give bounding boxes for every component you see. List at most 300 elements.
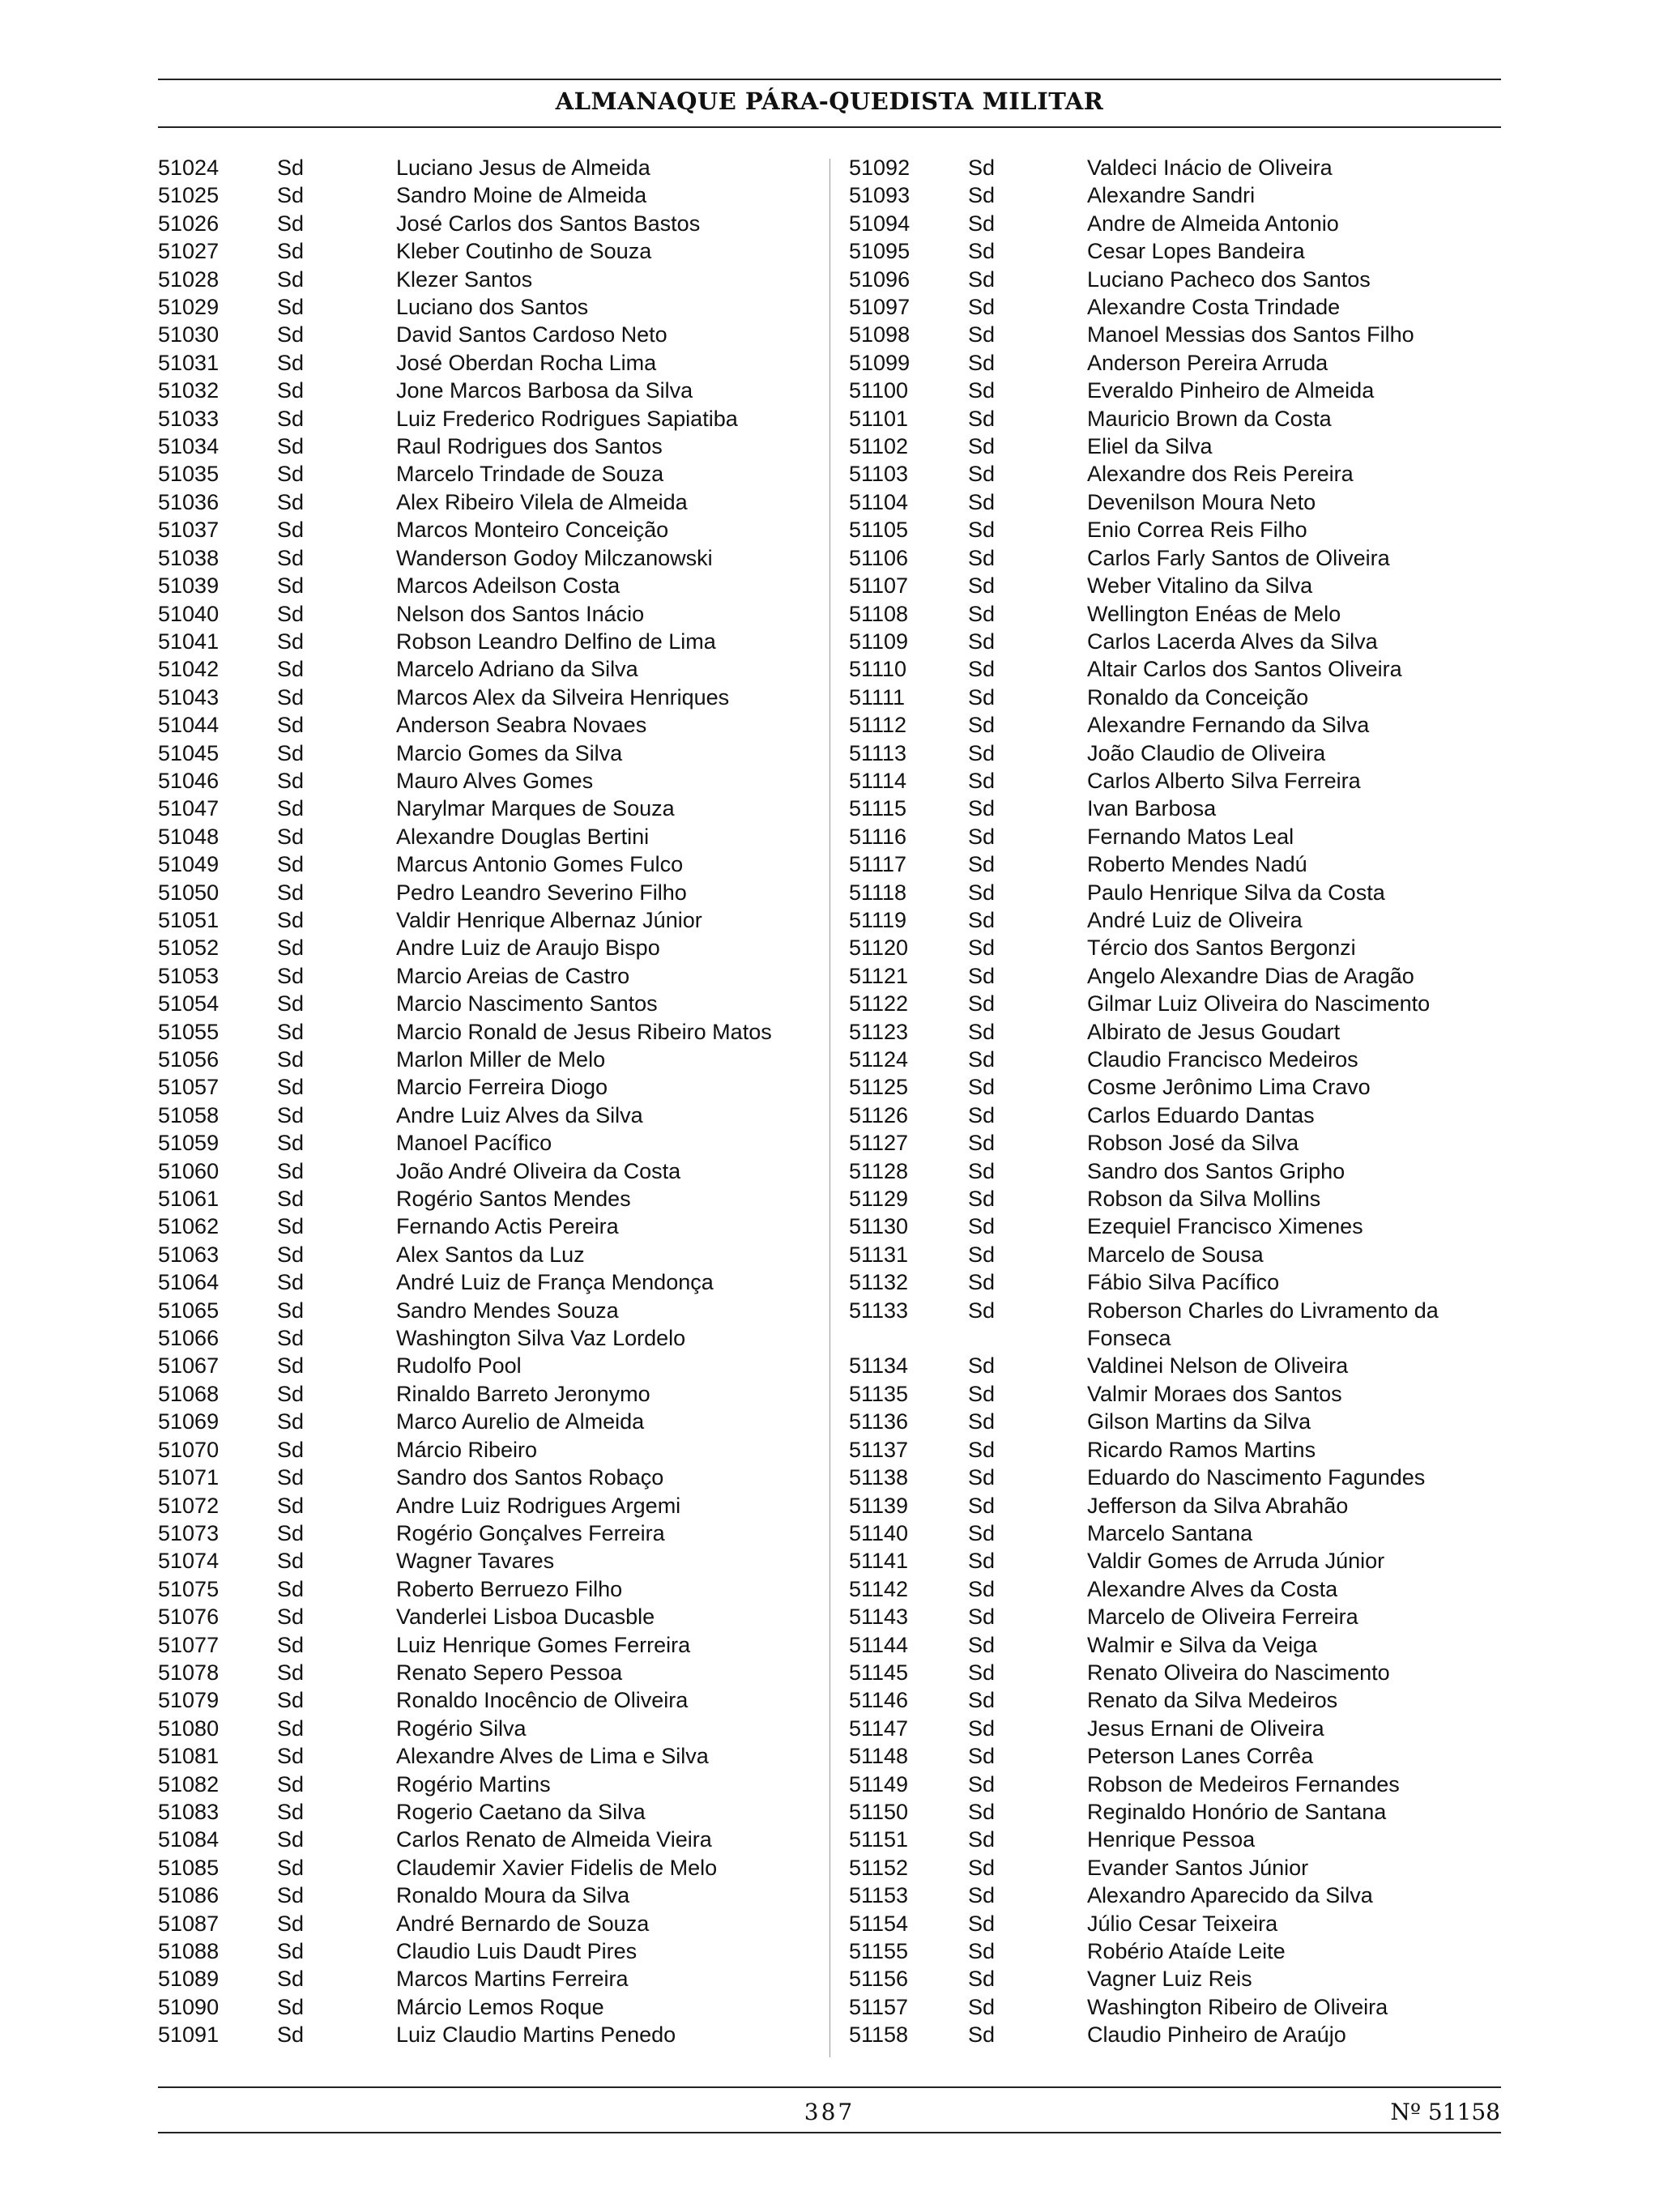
- roster-rank: Sd: [277, 211, 305, 236]
- header-rule-top: [158, 79, 1501, 80]
- roster-rank: Sd: [277, 1883, 305, 1908]
- roster-row: [158, 962, 822, 990]
- roster-number: 51150: [849, 1799, 909, 1824]
- roster-number: 51058: [158, 1102, 220, 1127]
- roster-row: [158, 1882, 822, 1909]
- roster-rank: Sd: [277, 239, 305, 264]
- roster-name: Manoel Pacífico: [396, 1131, 552, 1156]
- roster-number: 51061: [158, 1187, 220, 1212]
- roster-rank: Sd: [968, 1967, 996, 1992]
- roster-row: [158, 1352, 822, 1379]
- roster-name: Marcelo Trindade de Souza: [396, 462, 664, 487]
- roster-name: João Claudio de Oliveira: [1087, 740, 1326, 765]
- roster-row: [158, 433, 822, 460]
- roster-name: Luciano Pacheco dos Santos: [1087, 266, 1371, 292]
- roster-rank: Sd: [277, 1549, 305, 1574]
- roster-number: 51104: [849, 489, 909, 514]
- roster-name: Luciano Jesus de Almeida: [396, 156, 650, 180]
- roster-number: 51105: [849, 518, 909, 543]
- roster-number: 51059: [158, 1131, 220, 1156]
- roster-number: 51096: [849, 266, 911, 292]
- roster-number: 51041: [158, 629, 220, 654]
- roster-row: [158, 1268, 822, 1296]
- roster-rank: Sd: [968, 1549, 996, 1574]
- roster-row: [158, 1659, 822, 1686]
- roster-rank: Sd: [968, 573, 996, 599]
- roster-name: Ronaldo da Conceição: [1087, 684, 1309, 710]
- roster-number: 51065: [158, 1298, 220, 1323]
- roster-rank: Sd: [968, 545, 996, 570]
- roster-name: Alexandre Douglas Bertini: [396, 824, 650, 849]
- roster-rank: Sd: [277, 1994, 305, 2019]
- roster-row: [849, 1937, 1513, 1965]
- roster-rank: Sd: [968, 629, 996, 654]
- roster-number: 51122: [849, 991, 909, 1016]
- roster-number: 51153: [849, 1883, 909, 1908]
- roster-name: Luiz Claudio Martins Penedo: [396, 2022, 676, 2048]
- roster-number: 51043: [158, 684, 220, 710]
- roster-number: 51050: [158, 880, 220, 905]
- roster-row: [158, 154, 822, 181]
- roster-row: [849, 1798, 1513, 1826]
- roster-row: [158, 795, 822, 822]
- roster-name: Evander Santos Júnior: [1087, 1855, 1309, 1880]
- roster-name: Jefferson da Silva Abrahão: [1087, 1493, 1349, 1518]
- roster-name: Rinaldo Barreto Jeronymo: [396, 1381, 650, 1406]
- roster-name: Narylmar Marques de Souza: [396, 796, 675, 821]
- roster-name: Peterson Lanes Corrêa: [1087, 1744, 1314, 1769]
- roster-name: Cesar Lopes Bandeira: [1087, 239, 1305, 264]
- roster-row: [849, 1547, 1513, 1575]
- roster-number: 51144: [849, 1632, 909, 1657]
- roster-rank: Sd: [968, 322, 996, 347]
- roster-name: Alex Ribeiro Vilela de Almeida: [396, 489, 688, 514]
- roster-name: Alexandre Costa Trindade: [1087, 295, 1341, 320]
- roster-number: 51143: [849, 1605, 909, 1630]
- roster-rank: Sd: [277, 378, 305, 403]
- roster-rank: Sd: [277, 1576, 305, 1601]
- roster-rank: Sd: [968, 518, 996, 543]
- roster-name: José Oberdan Rocha Lima: [396, 350, 657, 375]
- roster-number: 51128: [849, 1158, 909, 1183]
- roster-rank: Sd: [968, 1799, 996, 1824]
- roster-row: [849, 628, 1513, 655]
- roster-row: [849, 293, 1513, 321]
- roster-number: 51137: [849, 1437, 909, 1462]
- roster-row: [849, 1686, 1513, 1714]
- roster-number: 51060: [158, 1158, 220, 1183]
- roster-rank: Sd: [277, 1019, 305, 1044]
- roster-number: 51131: [849, 1242, 909, 1267]
- roster-rank: Sd: [277, 1047, 305, 1072]
- roster-row: [158, 1380, 822, 1408]
- roster-rank: Sd: [968, 350, 996, 375]
- roster-rank: Sd: [968, 1771, 996, 1796]
- roster-name: Walmir e Silva da Veiga: [1087, 1632, 1318, 1657]
- roster-row: [849, 237, 1513, 265]
- roster-rank: Sd: [277, 907, 305, 932]
- roster-row: [849, 655, 1513, 683]
- roster-rank: Sd: [968, 1493, 996, 1518]
- roster-name: Pedro Leandro Severino Filho: [396, 880, 687, 905]
- roster-name: Wagner Tavares: [396, 1549, 555, 1574]
- roster-rank: Sd: [277, 322, 305, 347]
- roster-number: 51101: [849, 406, 909, 431]
- roster-number: 51127: [849, 1131, 909, 1156]
- roster-rank: Sd: [277, 1158, 305, 1183]
- roster-row: [849, 934, 1513, 961]
- roster-rank: Sd: [968, 768, 996, 793]
- roster-rank: Sd: [968, 156, 996, 180]
- roster-name: Robson Leandro Delfino de Lima: [396, 629, 716, 654]
- roster-number: 51053: [158, 963, 220, 988]
- roster-number: 51055: [158, 1019, 220, 1044]
- roster-row: [158, 1686, 822, 1714]
- roster-name: Alexandre Sandri: [1087, 183, 1256, 208]
- roster-number: 51045: [158, 740, 220, 765]
- roster-row: [849, 1882, 1513, 1909]
- roster-name: Claudemir Xavier Fidelis de Melo: [396, 1855, 718, 1880]
- roster-name: Alexandre Alves de Lima e Silva: [396, 1744, 709, 1769]
- roster-name: Marcelo de Oliveira Ferreira: [1087, 1605, 1358, 1630]
- roster-rank: Sd: [968, 1075, 996, 1100]
- roster-rank: Sd: [277, 1270, 305, 1295]
- roster-number: 51078: [158, 1660, 220, 1685]
- roster-row: [158, 488, 822, 516]
- roster-name: Marcus Antonio Gomes Fulco: [396, 852, 684, 877]
- roster-rank: Sd: [968, 1019, 996, 1044]
- roster-rank: Sd: [968, 1660, 996, 1685]
- roster-number: 51102: [849, 434, 909, 459]
- roster-number: 51147: [849, 1715, 909, 1741]
- roster-number: 51097: [849, 295, 911, 320]
- roster-number: 51133: [849, 1298, 909, 1323]
- roster-rank: Sd: [277, 852, 305, 877]
- roster-row: [158, 1715, 822, 1742]
- roster-number: 51028: [158, 266, 220, 292]
- roster-number: 51077: [158, 1632, 220, 1657]
- roster-number: 51110: [849, 657, 907, 682]
- roster-number: 51084: [158, 1827, 220, 1852]
- roster-rank: Sd: [968, 489, 996, 514]
- roster-rank: Sd: [968, 796, 996, 821]
- roster-rank: Sd: [277, 462, 305, 487]
- roster-rank: Sd: [277, 1214, 305, 1239]
- roster-number: 51123: [849, 1019, 909, 1044]
- roster-row: [158, 1575, 822, 1603]
- roster-rank: Sd: [968, 1827, 996, 1852]
- roster-number: 51135: [849, 1381, 909, 1406]
- roster-rank: Sd: [277, 1520, 305, 1545]
- roster-rank: Sd: [968, 406, 996, 431]
- roster-name: Gilmar Luiz Oliveira do Nascimento: [1087, 991, 1431, 1016]
- roster-row: [849, 405, 1513, 433]
- roster-rank: Sd: [968, 211, 996, 236]
- roster-rank: Sd: [277, 1437, 305, 1462]
- roster-number: 51048: [158, 824, 220, 849]
- roster-rank: Sd: [968, 1855, 996, 1880]
- roster-row: [158, 684, 822, 711]
- roster-rank: Sd: [277, 1911, 305, 1936]
- roster-name: Marcelo Santana: [1087, 1520, 1253, 1545]
- roster-rank: Sd: [277, 991, 305, 1016]
- roster-row: [849, 1185, 1513, 1213]
- roster-row: [849, 1742, 1513, 1770]
- roster-column-left: [158, 154, 822, 2049]
- roster-rank: Sd: [277, 1939, 305, 1963]
- roster-rank: Sd: [277, 1465, 305, 1490]
- roster-rank: Sd: [277, 489, 305, 514]
- roster-rank: Sd: [968, 1409, 996, 1434]
- roster-name: Alexandre Fernando da Silva: [1087, 713, 1370, 738]
- roster-row: [849, 1352, 1513, 1379]
- roster-rank: Sd: [277, 796, 305, 821]
- roster-number: 51034: [158, 434, 220, 459]
- roster-row: [849, 1826, 1513, 1853]
- roster-rank: Sd: [277, 1632, 305, 1657]
- roster-name: Henrique Pessoa: [1087, 1827, 1256, 1852]
- roster-number: 51136: [849, 1409, 909, 1434]
- roster-rank: Sd: [277, 1298, 305, 1323]
- roster-row: [158, 1910, 822, 1937]
- roster-rank: Sd: [277, 1242, 305, 1267]
- roster-name: Albirato de Jesus Goudart: [1087, 1019, 1341, 1044]
- roster-row: [158, 1324, 822, 1352]
- roster-row: [849, 962, 1513, 990]
- roster-number: 51112: [849, 713, 907, 738]
- roster-number: 51051: [158, 907, 220, 932]
- roster-name: Andre de Almeida Antonio: [1087, 211, 1339, 236]
- roster-number: 51072: [158, 1493, 220, 1518]
- roster-rank: Sd: [277, 183, 305, 208]
- roster-number: 51100: [849, 378, 909, 403]
- roster-row: [158, 1436, 822, 1464]
- roster-number: 51134: [849, 1353, 909, 1379]
- roster-number: 51033: [158, 406, 220, 431]
- roster-number: 51157: [849, 1994, 909, 2019]
- roster-number: 51067: [158, 1353, 220, 1379]
- roster-name: Marcio Ferreira Diogo: [396, 1075, 608, 1100]
- roster-rank: Sd: [277, 1102, 305, 1127]
- roster-number: 51155: [849, 1939, 909, 1963]
- roster-row: [849, 1018, 1513, 1046]
- roster-name: Carlos Farly Santos de Oliveira: [1087, 545, 1390, 570]
- roster-number: 51030: [158, 322, 220, 347]
- roster-number: 51113: [849, 740, 907, 765]
- roster-rank: Sd: [968, 1688, 996, 1713]
- roster-name: Alexandre Alves da Costa: [1087, 1576, 1338, 1601]
- roster-row: [849, 684, 1513, 711]
- roster-name: Marco Aurelio de Almeida: [396, 1409, 645, 1434]
- roster-row: [849, 572, 1513, 599]
- roster-name: Raul Rodrigues dos Santos: [396, 434, 663, 459]
- roster-number: 51075: [158, 1576, 220, 1601]
- roster-number: 51039: [158, 573, 220, 599]
- roster-row: [158, 1519, 822, 1547]
- page-title: ALMANAQUE PÁRA-QUEDISTA MILITAR: [555, 87, 1104, 115]
- roster-number: 51049: [158, 852, 220, 877]
- roster-number: 51026: [158, 211, 220, 236]
- roster-name: Eduardo do Nascimento Fagundes: [1087, 1465, 1426, 1490]
- roster-number: 51068: [158, 1381, 220, 1406]
- roster-rank: Sd: [277, 1660, 305, 1685]
- roster-name: Everaldo Pinheiro de Almeida: [1087, 378, 1375, 403]
- roster-rank: Sd: [277, 573, 305, 599]
- roster-rank: Sd: [968, 434, 996, 459]
- roster-rank: Sd: [968, 1911, 996, 1936]
- roster-rank: Sd: [968, 601, 996, 626]
- roster-row: [158, 2021, 822, 2048]
- roster-name: Valdeci Inácio de Oliveira: [1087, 156, 1333, 180]
- roster-row: [158, 1965, 822, 1993]
- roster-name: Marcelo Adriano da Silva: [396, 657, 638, 682]
- roster-rank: Sd: [968, 1437, 996, 1462]
- roster-rank: Sd: [277, 545, 305, 570]
- roster-name: Alexandro Aparecido da Silva: [1087, 1883, 1373, 1908]
- roster-row: [849, 1073, 1513, 1101]
- roster-rank: Sd: [968, 1353, 996, 1379]
- roster-rank: Sd: [277, 713, 305, 738]
- roster-row: [849, 600, 1513, 628]
- roster-rank: Sd: [968, 1520, 996, 1545]
- roster-number: 51029: [158, 295, 220, 320]
- roster-rank: Sd: [277, 266, 305, 292]
- roster-number: 51066: [158, 1326, 220, 1351]
- roster-name: Rogério Martins: [396, 1771, 551, 1796]
- roster-row: [849, 906, 1513, 934]
- roster-row: [849, 823, 1513, 850]
- roster-rank: Sd: [968, 183, 996, 208]
- roster-row: [849, 1046, 1513, 1073]
- roster-row: [849, 711, 1513, 739]
- roster-number: 51149: [849, 1771, 909, 1796]
- roster-name: Tércio dos Santos Bergonzi: [1087, 936, 1356, 961]
- roster-name: Ronaldo Inocêncio de Oliveira: [396, 1688, 689, 1713]
- roster-name: Roberto Berruezo Filho: [396, 1576, 623, 1601]
- roster-number: 51089: [158, 1967, 220, 1992]
- roster-number: 51111: [849, 684, 906, 710]
- roster-name: Valdir Gomes de Arruda Júnior: [1087, 1549, 1385, 1574]
- roster-name: Marcos Monteiro Conceição: [396, 518, 669, 543]
- roster-number: 51088: [158, 1939, 220, 1963]
- roster-rank: Sd: [277, 684, 305, 710]
- roster-row: [849, 1268, 1513, 1296]
- roster-name: Marcos Martins Ferreira: [396, 1967, 629, 1992]
- roster-number: 51129: [849, 1187, 909, 1212]
- roster-number: 51156: [849, 1967, 909, 1992]
- roster-row: [158, 1547, 822, 1575]
- roster-rank: Sd: [277, 1799, 305, 1824]
- roster-rank: Sd: [277, 1187, 305, 1212]
- roster-number: 51098: [849, 322, 911, 347]
- roster-rank: Sd: [277, 768, 305, 793]
- roster-number: 51081: [158, 1744, 220, 1769]
- roster-row: [158, 1408, 822, 1435]
- roster-rank: Sd: [277, 434, 305, 459]
- roster-row: [849, 1631, 1513, 1659]
- roster-row: [158, 237, 822, 265]
- roster-row: [849, 1297, 1513, 1353]
- roster-name: Sandro dos Santos Robaço: [396, 1465, 664, 1490]
- roster-name: Fábio Silva Pacífico: [1087, 1270, 1280, 1295]
- roster-number: 51054: [158, 991, 220, 1016]
- page-number: 387: [804, 2099, 855, 2125]
- roster-row: [158, 460, 822, 488]
- roster-name: Alex Santos da Luz: [396, 1242, 585, 1267]
- roster-name: João André Oliveira da Costa: [396, 1158, 681, 1183]
- roster-name: Márcio Lemos Roque: [396, 1994, 604, 2019]
- roster-name: Reginaldo Honório de Santana: [1087, 1799, 1387, 1824]
- roster-rank: Sd: [968, 1994, 996, 2019]
- roster-rank: Sd: [968, 936, 996, 961]
- roster-row: [158, 1826, 822, 1853]
- roster-name: Paulo Henrique Silva da Costa: [1087, 880, 1385, 905]
- roster-row: [849, 767, 1513, 795]
- roster-number: 51063: [158, 1242, 220, 1267]
- roster-number: 51025: [158, 183, 220, 208]
- roster-number: 51086: [158, 1883, 220, 1908]
- roster-row: [849, 1157, 1513, 1185]
- roster-row: [849, 1464, 1513, 1491]
- roster-row: [849, 544, 1513, 572]
- roster-name: Rudolfo Pool: [396, 1353, 522, 1379]
- roster-name: Renato Sepero Pessoa: [396, 1660, 623, 1685]
- roster-rank: Sd: [277, 2022, 305, 2048]
- roster-row: [849, 210, 1513, 237]
- roster-row: [849, 1213, 1513, 1240]
- roster-number: 51070: [158, 1437, 220, 1462]
- roster-number: 51146: [849, 1688, 909, 1713]
- roster-number: 51145: [849, 1660, 909, 1685]
- roster-row: [158, 321, 822, 348]
- roster-row: [158, 1046, 822, 1073]
- roster-rank: Sd: [277, 1967, 305, 1992]
- roster-row: [158, 739, 822, 767]
- roster-number: 51099: [849, 350, 911, 375]
- roster-row: [158, 1492, 822, 1519]
- roster-number: 51154: [849, 1911, 909, 1936]
- roster-number: 51117: [849, 852, 907, 877]
- roster-number: 51032: [158, 378, 220, 403]
- roster-number: 51036: [158, 489, 220, 514]
- roster-number: 51074: [158, 1549, 220, 1574]
- roster-rank: Sd: [968, 462, 996, 487]
- roster-number: 51079: [158, 1688, 220, 1713]
- roster-number: 51108: [849, 601, 909, 626]
- roster-name: Angelo Alexandre Dias de Aragão: [1087, 963, 1414, 988]
- roster-rank: Sd: [968, 991, 996, 1016]
- roster-row: [849, 1436, 1513, 1464]
- roster-number: 51095: [849, 239, 911, 264]
- roster-name: Ronaldo Moura da Silva: [396, 1883, 630, 1908]
- roster-rank: Sd: [968, 239, 996, 264]
- roster-name: Robson José da Silva: [1087, 1131, 1299, 1156]
- roster-name: Ricardo Ramos Martins: [1087, 1437, 1316, 1462]
- roster-name: Luciano dos Santos: [396, 295, 589, 320]
- roster-rank: Sd: [968, 378, 996, 403]
- roster-rank: Sd: [277, 350, 305, 375]
- roster-name: Kleber Coutinho de Souza: [396, 239, 652, 264]
- roster-rank: Sd: [968, 1298, 996, 1323]
- roster-name: Ivan Barbosa: [1087, 796, 1217, 821]
- roster-name: Devenilson Moura Neto: [1087, 489, 1316, 514]
- roster-row: [849, 1603, 1513, 1630]
- roster-rank: Sd: [968, 1102, 996, 1127]
- roster-rank: Sd: [277, 1075, 305, 1100]
- roster-row: [849, 1575, 1513, 1603]
- roster-row: [849, 1380, 1513, 1408]
- roster-name: Rogerio Caetano da Silva: [396, 1799, 646, 1824]
